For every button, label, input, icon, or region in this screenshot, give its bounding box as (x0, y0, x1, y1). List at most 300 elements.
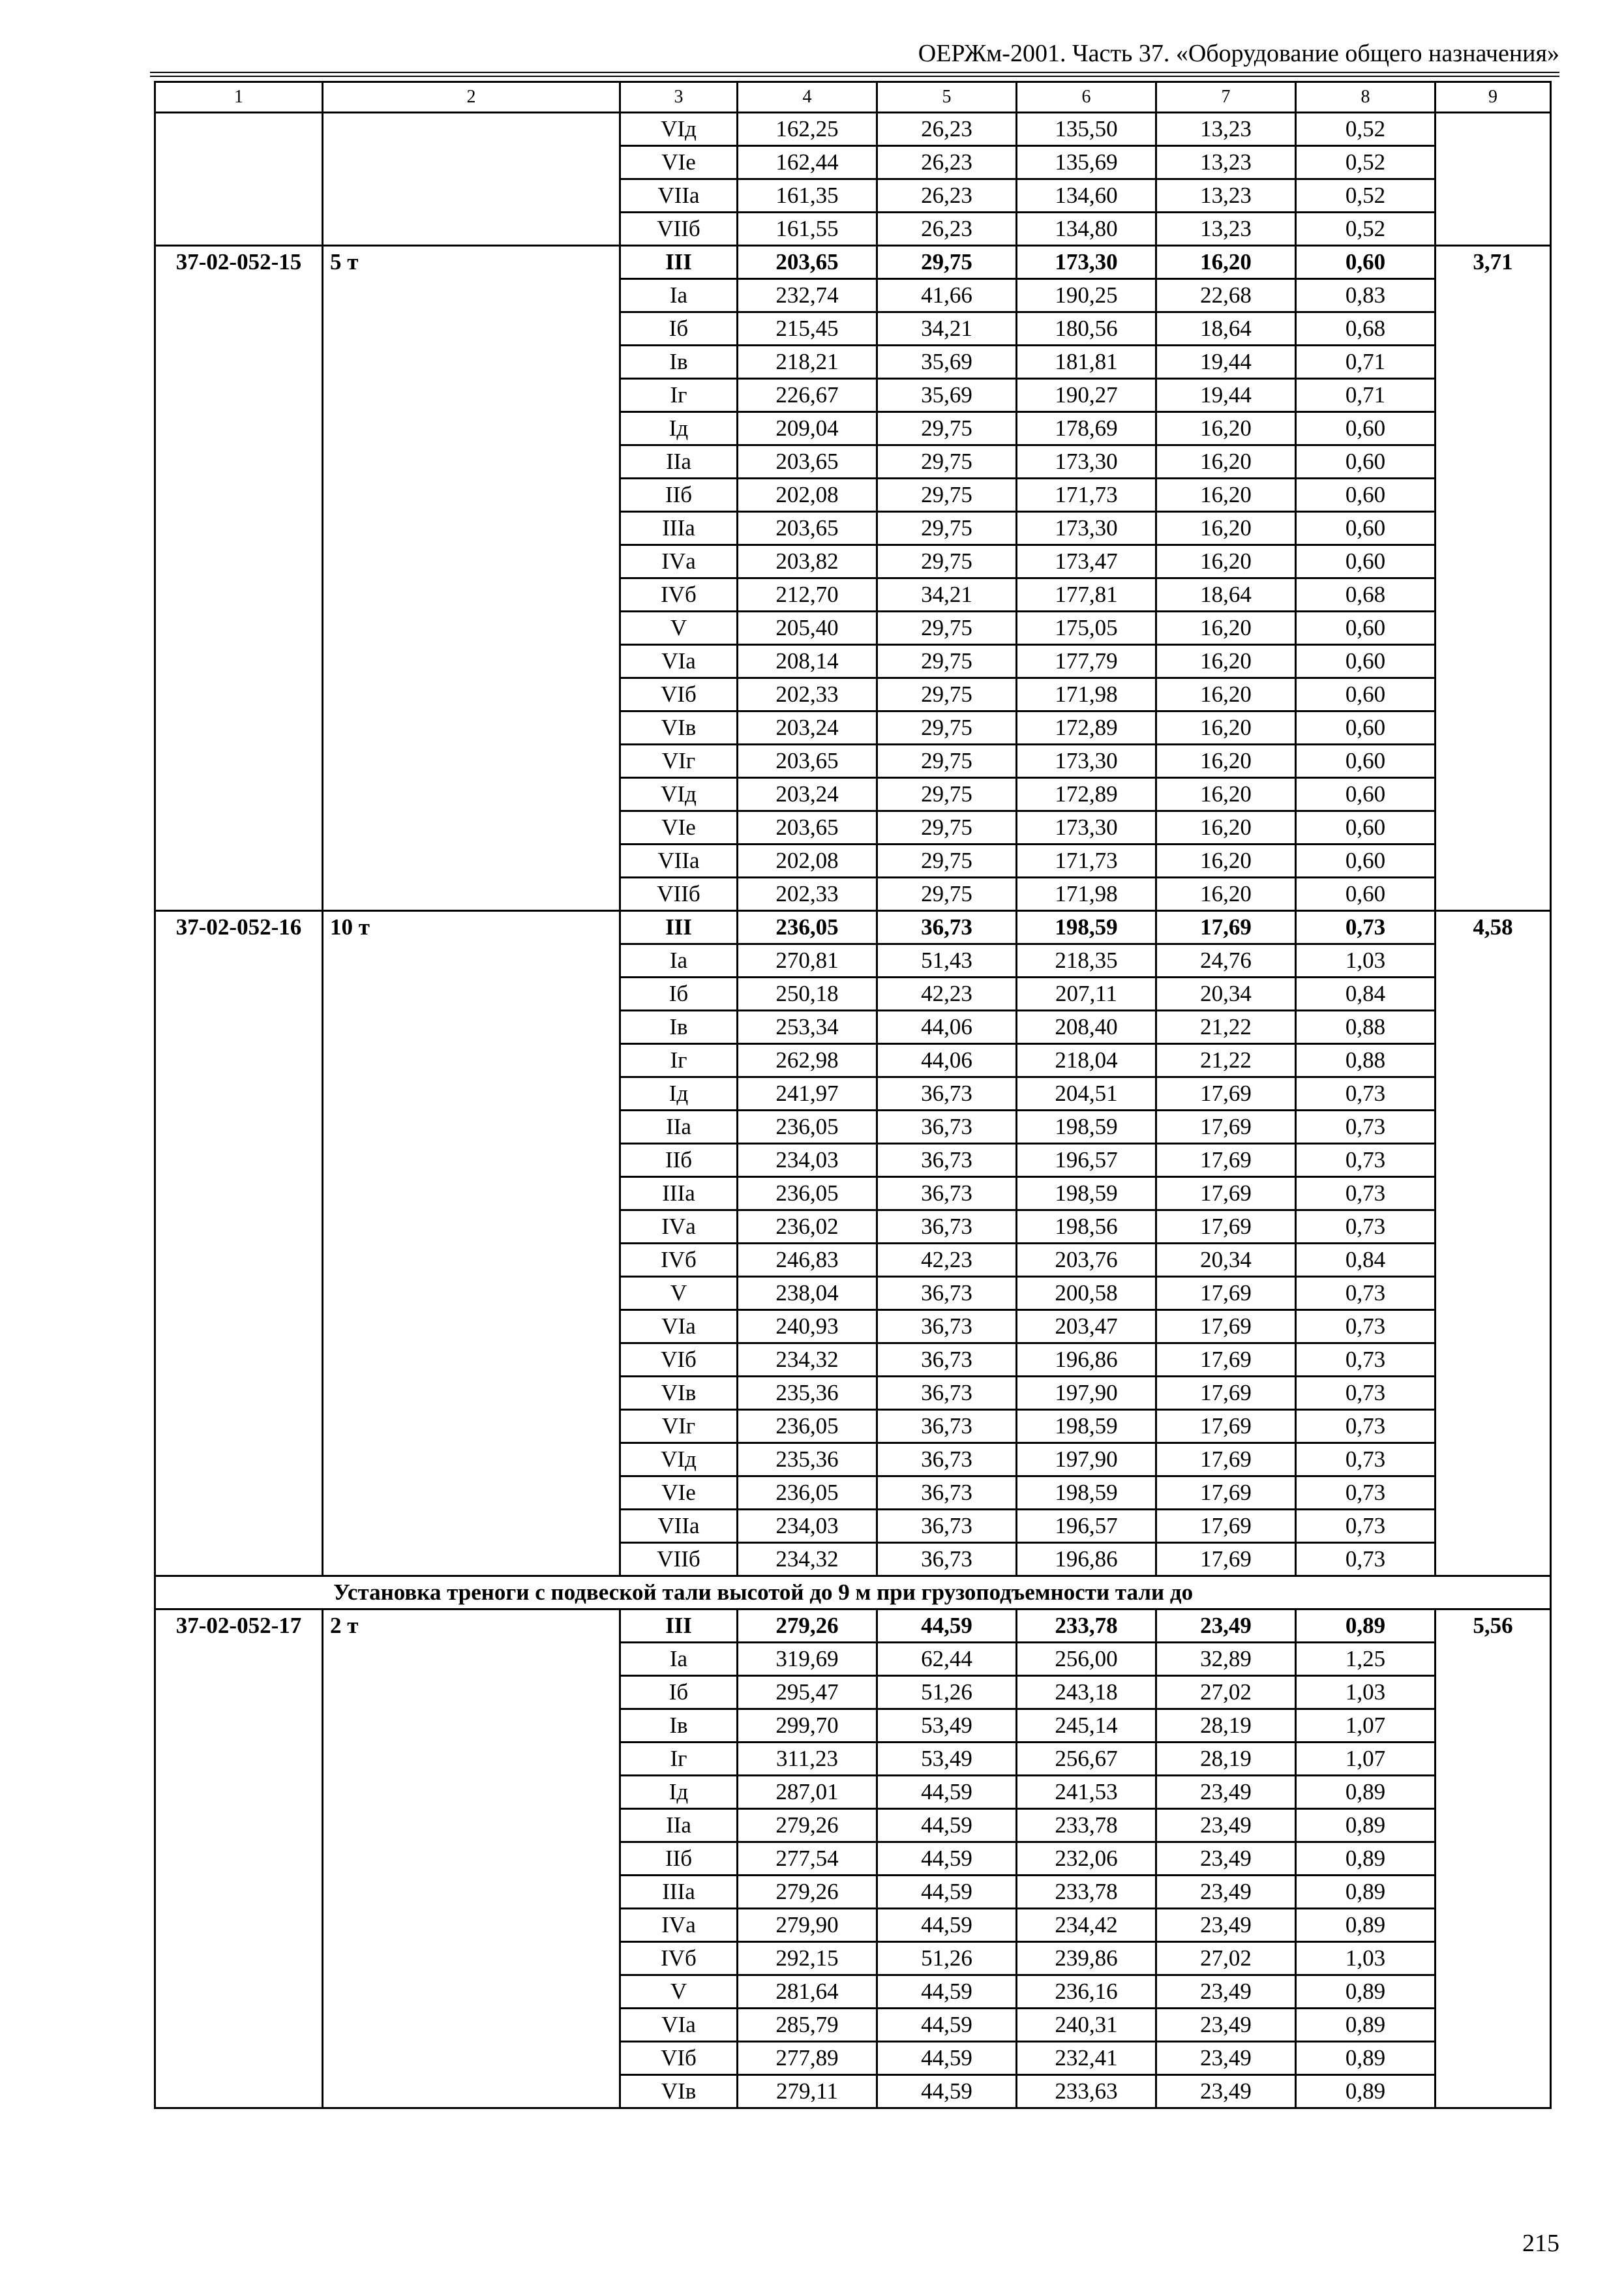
value-cell: 215,45 (738, 312, 877, 346)
value-cell: 34,21 (877, 312, 1017, 346)
value-cell: 44,59 (877, 2042, 1017, 2075)
table-body (155, 82, 1551, 2108)
value-cell: 277,54 (738, 1842, 877, 1876)
value-cell: 44,06 (877, 1044, 1017, 1077)
value-cell: 226,67 (738, 379, 877, 412)
value-cell: 234,32 (738, 1343, 877, 1377)
value-cell: 42,23 (877, 1244, 1017, 1277)
value-cell: 13,23 (1156, 146, 1296, 179)
value-cell: 250,18 (738, 978, 877, 1011)
value-cell: 270,81 (738, 944, 877, 978)
value-cell: 44,59 (877, 1809, 1017, 1842)
value-cell: 1,25 (1296, 1643, 1436, 1676)
value-cell: 18,64 (1156, 578, 1296, 612)
value-cell: 0,89 (1296, 1975, 1436, 2009)
value-cell: 23,49 (1156, 1842, 1296, 1876)
value-cell: 239,86 (1017, 1942, 1156, 1975)
zone-cell: Iв (620, 346, 738, 379)
zone-cell: IVб (620, 1942, 738, 1975)
value-cell: 29,75 (877, 512, 1017, 545)
value-cell: 175,05 (1017, 612, 1156, 645)
value-cell: 0,89 (1296, 1909, 1436, 1942)
zone-cell: VIе (620, 1476, 738, 1510)
zone-cell: VIв (620, 1377, 738, 1410)
value-cell: 198,59 (1017, 1177, 1156, 1210)
value-cell: 197,90 (1017, 1377, 1156, 1410)
value-cell: 202,33 (738, 678, 877, 711)
value-cell: 0,71 (1296, 346, 1436, 379)
value-cell: 0,73 (1296, 1543, 1436, 1576)
value-cell: 0,60 (1296, 479, 1436, 512)
value-cell: 36,73 (877, 1177, 1017, 1210)
zone-cell: VIа (620, 645, 738, 678)
value-cell: 203,24 (738, 711, 877, 745)
value-cell: 0,73 (1296, 1077, 1436, 1111)
value-cell: 171,98 (1017, 878, 1156, 911)
page-number: 215 (1522, 2230, 1559, 2257)
section-heading: Установка треноги с подвеской тали высотой до 9 м при грузоподъемности тали до (155, 1576, 1551, 1609)
value-cell: 236,05 (738, 1177, 877, 1210)
value-cell: 238,04 (738, 1277, 877, 1310)
value-cell: 162,44 (738, 146, 877, 179)
value-cell: 16,20 (1156, 745, 1296, 778)
value-cell: 0,60 (1296, 445, 1436, 479)
zone-cell: VIIб (620, 213, 738, 246)
zone-cell: Iг (620, 1044, 738, 1077)
value-cell: 21,22 (1156, 1044, 1296, 1077)
zone-cell: V (620, 1975, 738, 2009)
column-number: 1 (155, 82, 323, 113)
value-cell: 218,04 (1017, 1044, 1156, 1077)
zone-cell: Iд (620, 1077, 738, 1111)
value-cell: 232,06 (1017, 1842, 1156, 1876)
value-cell: 0,60 (1296, 878, 1436, 911)
value-cell: 29,75 (877, 545, 1017, 578)
value-cell: 196,57 (1017, 1144, 1156, 1177)
value-cell: 28,19 (1156, 1709, 1296, 1743)
value-cell: 281,64 (738, 1975, 877, 2009)
zone-cell: IVб (620, 1244, 738, 1277)
value-cell: 0,83 (1296, 279, 1436, 312)
value-cell: 17,69 (1156, 1310, 1296, 1343)
value-cell: 36,73 (877, 1210, 1017, 1244)
zone-cell: IIIа (620, 512, 738, 545)
value-cell: 29,75 (877, 479, 1017, 512)
value-cell: 17,69 (1156, 911, 1296, 944)
zone-cell: VIд (620, 778, 738, 811)
value-cell: 17,69 (1156, 1277, 1296, 1310)
table-row (155, 911, 1551, 944)
value-cell: 44,59 (877, 2009, 1017, 2042)
zone-cell: IVа (620, 1909, 738, 1942)
page-header: ОЕРЖм-2001. Часть 37. «Оборудование общего назначения» (918, 40, 1559, 67)
value-cell: 173,30 (1017, 512, 1156, 545)
value-cell: 44,59 (877, 1975, 1017, 2009)
value-cell: 196,86 (1017, 1543, 1156, 1576)
value-cell: 16,20 (1156, 845, 1296, 878)
value-cell: 180,56 (1017, 312, 1156, 346)
item-code-cell: 37-02-052-15 (155, 246, 323, 911)
value-cell: 173,30 (1017, 745, 1156, 778)
value-cell: 16,20 (1156, 445, 1296, 479)
zone-cell: VIг (620, 745, 738, 778)
value-cell: 279,26 (738, 1876, 877, 1909)
value-cell: 234,42 (1017, 1909, 1156, 1942)
zone-cell: IVа (620, 545, 738, 578)
value-cell: 285,79 (738, 2009, 877, 2042)
value-cell: 0,73 (1296, 1343, 1436, 1377)
item-capacity-cell: 10 т (323, 911, 620, 1576)
item-capacity-cell: 2 т (323, 1609, 620, 2108)
zone-cell: IIа (620, 1111, 738, 1144)
zone-cell: IIа (620, 445, 738, 479)
value-cell: 232,74 (738, 279, 877, 312)
value-cell: 172,89 (1017, 778, 1156, 811)
table-container (154, 81, 1552, 2109)
zone-cell: Iд (620, 412, 738, 445)
value-cell: 17,69 (1156, 1443, 1296, 1476)
value-cell: 198,59 (1017, 1410, 1156, 1443)
value-cell: 203,65 (738, 512, 877, 545)
value-cell: 42,23 (877, 978, 1017, 1011)
value-cell: 1,03 (1296, 944, 1436, 978)
value-cell: 203,76 (1017, 1244, 1156, 1277)
value-cell: 0,89 (1296, 2042, 1436, 2075)
column-number: 9 (1436, 82, 1551, 113)
value-cell: 190,27 (1017, 379, 1156, 412)
value-cell: 1,03 (1296, 1942, 1436, 1975)
value-cell: 0,73 (1296, 1510, 1436, 1543)
value-cell: 162,25 (738, 113, 877, 146)
value-cell: 234,03 (738, 1510, 877, 1543)
column-number: 6 (1017, 82, 1156, 113)
value-cell: 171,73 (1017, 845, 1156, 878)
value-cell: 233,78 (1017, 1809, 1156, 1842)
value-cell: 23,49 (1156, 1876, 1296, 1909)
zone-cell: Iб (620, 978, 738, 1011)
value-cell: 0,89 (1296, 2075, 1436, 2108)
value-cell: 16,20 (1156, 645, 1296, 678)
value-cell: 253,34 (738, 1011, 877, 1044)
value-cell: 18,64 (1156, 312, 1296, 346)
value-cell: 236,02 (738, 1210, 877, 1244)
value-cell: 23,49 (1156, 1776, 1296, 1809)
value-cell: 16,20 (1156, 711, 1296, 745)
value-cell: 36,73 (877, 1077, 1017, 1111)
zone-cell: IIб (620, 1842, 738, 1876)
value-cell: 0,88 (1296, 1044, 1436, 1077)
value-cell: 196,57 (1017, 1510, 1156, 1543)
value-cell: 197,90 (1017, 1443, 1156, 1476)
value-cell: 234,32 (738, 1543, 877, 1576)
value-cell: 204,51 (1017, 1077, 1156, 1111)
value-cell: 287,01 (738, 1776, 877, 1809)
value-cell: 29,75 (877, 845, 1017, 878)
value-cell: 0,89 (1296, 1842, 1436, 1876)
value-cell: 36,73 (877, 1443, 1017, 1476)
header-rule-bottom (150, 76, 1559, 77)
value-cell: 295,47 (738, 1676, 877, 1709)
value-cell: 0,60 (1296, 778, 1436, 811)
value-cell: 16,20 (1156, 612, 1296, 645)
zone-cell: VIд (620, 1443, 738, 1476)
value-cell: 0,89 (1296, 1809, 1436, 1842)
value-cell: 203,65 (738, 745, 877, 778)
value-cell: 27,02 (1156, 1676, 1296, 1709)
value-cell: 233,78 (1017, 1876, 1156, 1909)
table-row (155, 113, 1551, 146)
value-cell: 17,69 (1156, 1410, 1296, 1443)
value-cell: 29,75 (877, 246, 1017, 279)
section-heading-row (155, 1576, 1551, 1609)
value-cell: 17,69 (1156, 1510, 1296, 1543)
value-cell: 13,23 (1156, 213, 1296, 246)
value-cell: 36,73 (877, 1476, 1017, 1510)
value-cell: 1,03 (1296, 1676, 1436, 1709)
column-number-row (155, 82, 1551, 113)
value-cell: 0,73 (1296, 1310, 1436, 1343)
value-cell: 36,73 (877, 1543, 1017, 1576)
value-cell: 51,26 (877, 1676, 1017, 1709)
zone-cell: VIе (620, 811, 738, 845)
value-cell: 29,75 (877, 612, 1017, 645)
value-cell: 16,20 (1156, 778, 1296, 811)
value-cell: 234,03 (738, 1144, 877, 1177)
value-cell: 0,89 (1296, 1876, 1436, 1909)
extra-value-cell: 4,58 (1436, 911, 1551, 1576)
value-cell: 207,11 (1017, 978, 1156, 1011)
value-cell: 241,97 (738, 1077, 877, 1111)
value-cell: 235,36 (738, 1377, 877, 1410)
value-cell: 17,69 (1156, 1377, 1296, 1410)
value-cell: 135,50 (1017, 113, 1156, 146)
value-cell: 53,49 (877, 1709, 1017, 1743)
value-cell: 256,67 (1017, 1743, 1156, 1776)
value-cell: 236,05 (738, 911, 877, 944)
value-cell: 0,52 (1296, 146, 1436, 179)
value-cell: 319,69 (738, 1643, 877, 1676)
zone-cell: Iд (620, 1776, 738, 1809)
value-cell: 243,18 (1017, 1676, 1156, 1709)
value-cell: 36,73 (877, 1510, 1017, 1543)
value-cell: 240,31 (1017, 2009, 1156, 2042)
zone-cell: IVа (620, 1210, 738, 1244)
value-cell: 236,05 (738, 1476, 877, 1510)
zone-cell: Iв (620, 1011, 738, 1044)
value-cell: 0,73 (1296, 1177, 1436, 1210)
zone-cell: VIе (620, 146, 738, 179)
value-cell: 29,75 (877, 878, 1017, 911)
value-cell: 196,86 (1017, 1343, 1156, 1377)
zone-cell: Iб (620, 1676, 738, 1709)
value-cell: 279,26 (738, 1809, 877, 1842)
value-cell: 23,49 (1156, 2042, 1296, 2075)
value-cell: 23,49 (1156, 1609, 1296, 1643)
value-cell: 29,75 (877, 678, 1017, 711)
value-cell: 0,71 (1296, 379, 1436, 412)
value-cell: 19,44 (1156, 346, 1296, 379)
value-cell: 236,16 (1017, 1975, 1156, 2009)
value-cell: 23,49 (1156, 2075, 1296, 2108)
value-cell: 171,98 (1017, 678, 1156, 711)
value-cell: 16,20 (1156, 545, 1296, 578)
value-cell: 218,21 (738, 346, 877, 379)
value-cell: 16,20 (1156, 678, 1296, 711)
zone-cell: III (620, 911, 738, 944)
table-row (155, 246, 1551, 279)
value-cell: 0,52 (1296, 213, 1436, 246)
value-cell: 0,88 (1296, 1011, 1436, 1044)
value-cell: 198,59 (1017, 1111, 1156, 1144)
value-cell: 173,30 (1017, 811, 1156, 845)
item-code-cell (155, 113, 323, 246)
value-cell: 203,82 (738, 545, 877, 578)
zone-cell: Iа (620, 944, 738, 978)
header-rule-top (150, 72, 1559, 73)
value-cell: 19,44 (1156, 379, 1296, 412)
value-cell: 311,23 (738, 1743, 877, 1776)
value-cell: 0,73 (1296, 1410, 1436, 1443)
value-cell: 53,49 (877, 1743, 1017, 1776)
value-cell: 28,19 (1156, 1743, 1296, 1776)
value-cell: 23,49 (1156, 1975, 1296, 2009)
value-cell: 262,98 (738, 1044, 877, 1077)
value-cell: 16,20 (1156, 512, 1296, 545)
value-cell: 36,73 (877, 1144, 1017, 1177)
value-cell: 44,59 (877, 1876, 1017, 1909)
zone-cell: VIв (620, 2075, 738, 2108)
value-cell: 203,65 (738, 811, 877, 845)
value-cell: 161,35 (738, 179, 877, 213)
value-cell: 16,20 (1156, 878, 1296, 911)
value-cell: 134,60 (1017, 179, 1156, 213)
zone-cell: VIб (620, 2042, 738, 2075)
value-cell: 16,20 (1156, 412, 1296, 445)
item-capacity-cell (323, 113, 620, 246)
value-cell: 202,08 (738, 845, 877, 878)
zone-cell: Iб (620, 312, 738, 346)
value-cell: 190,25 (1017, 279, 1156, 312)
zone-cell: VIIа (620, 179, 738, 213)
column-number: 4 (738, 82, 877, 113)
value-cell: 198,59 (1017, 911, 1156, 944)
value-cell: 0,60 (1296, 246, 1436, 279)
value-cell: 198,56 (1017, 1210, 1156, 1244)
value-cell: 235,36 (738, 1443, 877, 1476)
value-cell: 208,40 (1017, 1011, 1156, 1044)
item-capacity-cell: 5 т (323, 246, 620, 911)
value-cell: 232,41 (1017, 2042, 1156, 2075)
value-cell: 203,47 (1017, 1310, 1156, 1343)
value-cell: 0,52 (1296, 179, 1436, 213)
value-cell: 0,60 (1296, 678, 1436, 711)
value-cell: 26,23 (877, 113, 1017, 146)
value-cell: 209,04 (738, 412, 877, 445)
value-cell: 0,60 (1296, 612, 1436, 645)
column-number: 7 (1156, 82, 1296, 113)
value-cell: 32,89 (1156, 1643, 1296, 1676)
zone-cell: V (620, 612, 738, 645)
value-cell: 0,60 (1296, 545, 1436, 578)
value-cell: 17,69 (1156, 1111, 1296, 1144)
zone-cell: VIIб (620, 1543, 738, 1576)
zone-cell: IIа (620, 1809, 738, 1842)
value-cell: 203,24 (738, 778, 877, 811)
column-number: 5 (877, 82, 1017, 113)
value-cell: 0,60 (1296, 645, 1436, 678)
value-cell: 36,73 (877, 1410, 1017, 1443)
value-cell: 17,69 (1156, 1210, 1296, 1244)
value-cell: 279,11 (738, 2075, 877, 2108)
zone-cell: IIб (620, 479, 738, 512)
value-cell: 299,70 (738, 1709, 877, 1743)
value-cell: 29,75 (877, 445, 1017, 479)
value-cell: 21,22 (1156, 1011, 1296, 1044)
value-cell: 17,69 (1156, 1177, 1296, 1210)
value-cell: 20,34 (1156, 1244, 1296, 1277)
value-cell: 208,14 (738, 645, 877, 678)
value-cell: 36,73 (877, 1377, 1017, 1410)
value-cell: 0,84 (1296, 978, 1436, 1011)
value-cell: 36,73 (877, 911, 1017, 944)
value-cell: 44,59 (877, 1609, 1017, 1643)
value-cell: 135,69 (1017, 146, 1156, 179)
value-cell: 292,15 (738, 1942, 877, 1975)
column-number: 3 (620, 82, 738, 113)
zone-cell: VIв (620, 711, 738, 745)
value-cell: 173,30 (1017, 445, 1156, 479)
value-cell: 29,75 (877, 811, 1017, 845)
value-cell: 41,66 (877, 279, 1017, 312)
value-cell: 17,69 (1156, 1343, 1296, 1377)
value-cell: 203,65 (738, 246, 877, 279)
value-cell: 0,73 (1296, 911, 1436, 944)
value-cell: 44,59 (877, 1909, 1017, 1942)
zone-cell: Iв (620, 1709, 738, 1743)
value-cell: 26,23 (877, 179, 1017, 213)
value-cell: 172,89 (1017, 711, 1156, 745)
value-cell: 0,60 (1296, 811, 1436, 845)
value-cell: 161,55 (738, 213, 877, 246)
value-cell: 171,73 (1017, 479, 1156, 512)
zone-cell: Iа (620, 1643, 738, 1676)
zone-cell: IVб (620, 578, 738, 612)
value-cell: 27,02 (1156, 1942, 1296, 1975)
value-cell: 0,60 (1296, 845, 1436, 878)
value-cell: 0,73 (1296, 1443, 1436, 1476)
value-cell: 0,52 (1296, 113, 1436, 146)
zone-cell: IIб (620, 1144, 738, 1177)
value-cell: 245,14 (1017, 1709, 1156, 1743)
value-cell: 233,63 (1017, 2075, 1156, 2108)
value-cell: 29,75 (877, 745, 1017, 778)
column-number: 2 (323, 82, 620, 113)
value-cell: 0,73 (1296, 1377, 1436, 1410)
zone-cell: VIг (620, 1410, 738, 1443)
extra-value-cell (1436, 113, 1551, 246)
value-cell: 34,21 (877, 578, 1017, 612)
value-cell: 29,75 (877, 645, 1017, 678)
value-cell: 23,49 (1156, 1909, 1296, 1942)
value-cell: 279,26 (738, 1609, 877, 1643)
value-cell: 62,44 (877, 1643, 1017, 1676)
value-cell: 17,69 (1156, 1476, 1296, 1510)
value-cell: 202,33 (738, 878, 877, 911)
value-cell: 0,68 (1296, 578, 1436, 612)
value-cell: 17,69 (1156, 1144, 1296, 1177)
value-cell: 178,69 (1017, 412, 1156, 445)
value-cell: 23,49 (1156, 2009, 1296, 2042)
